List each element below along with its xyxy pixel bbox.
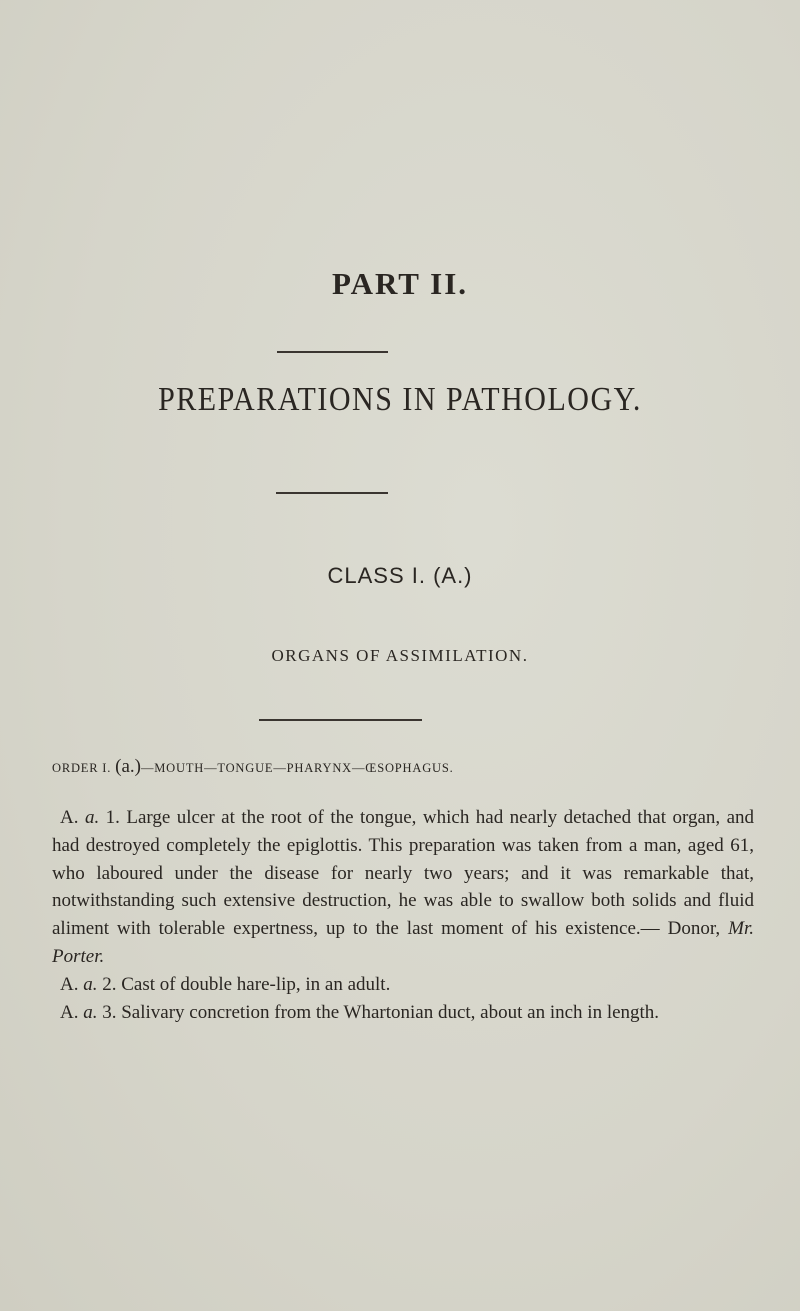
entry-id-number: 3. — [102, 1001, 117, 1023]
divider-2 — [276, 492, 388, 494]
order-topics: —MOUTH—TONGUE—PHARYNX—ŒSOPHAGUS. — [140, 761, 454, 775]
entries-list — [52, 804, 754, 1026]
entry-id-series: A. — [60, 807, 79, 828]
divider-3 — [259, 719, 422, 721]
entry-donor: Mr. Porter. — [52, 918, 754, 967]
entry-id-number: 1. — [105, 807, 120, 828]
entry-id-letter: a. — [84, 807, 100, 828]
part-title: PART II. — [331, 266, 469, 301]
entry-id-series: A. — [60, 973, 79, 995]
entry-id-letter: a. — [83, 1001, 98, 1023]
class-title: CLASS I. (A.) — [327, 563, 473, 588]
entry-item — [52, 999, 754, 1027]
entry-item — [52, 971, 754, 999]
organs-title: ORGANS OF ASSIMILATION. — [271, 646, 529, 665]
entry-id-series: A. — [60, 1001, 79, 1023]
section-title: PREPARATIONS IN PATHOLOGY. — [158, 380, 642, 418]
order-heading — [52, 756, 752, 778]
order-letter: (a.) — [115, 756, 141, 777]
entry-item — [52, 804, 754, 971]
entry-id-number: 2. — [102, 973, 117, 995]
order-prefix: ORDER I. — [52, 761, 112, 775]
entry-text: Large ulcer at the root of the tongue, which had nearly detached that organ, and had destroyed completely the epiglottis. This preparation was taken from a man, aged 61, who laboured under the disease for nearly two years; and it was remarkable that, notwithstanding such extensive destruction, he was able to swallow both solids and fluid aliment with tolerable expertness, up to the last moment of his existence.— Donor, — [52, 807, 755, 940]
entry-text: Salivary concretion from the Whartonian duct, about an inch in length. — [121, 1001, 660, 1023]
entry-id-letter: a. — [83, 973, 98, 995]
entry-text: Cast of double hare-lip, in an adult. — [121, 973, 391, 995]
divider-1 — [277, 351, 388, 353]
